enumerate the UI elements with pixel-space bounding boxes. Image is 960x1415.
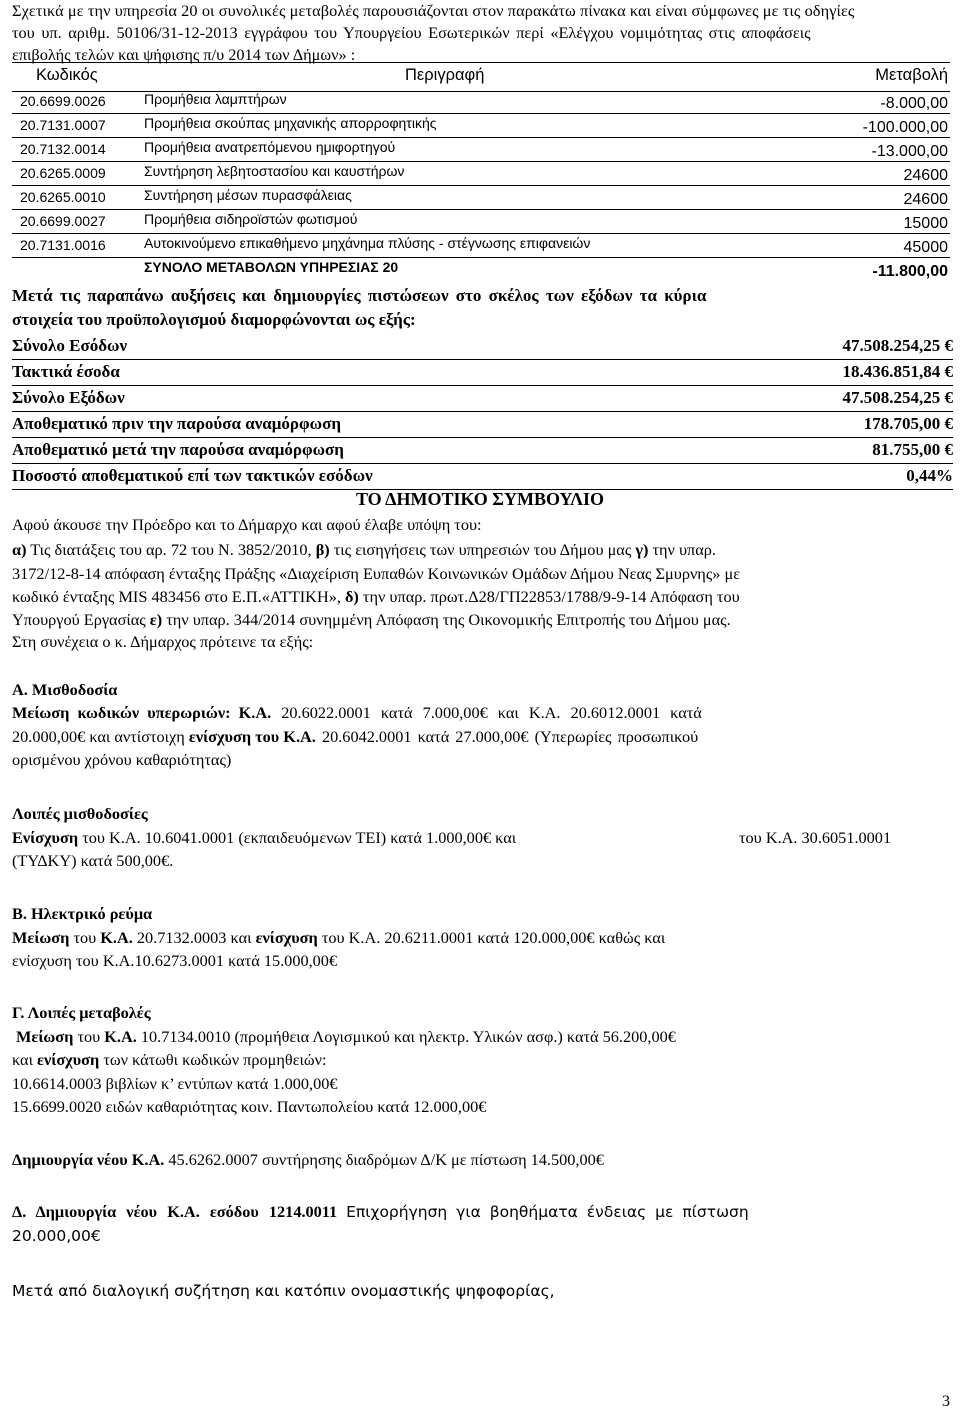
clause-e: ε) [149,610,163,629]
row-description: Συντήρηση λεβητοστασίου και καυστήρων [144,163,405,179]
section-d-line-1 [12,1202,950,1222]
row-amount: -8.000,00 [880,95,948,112]
row-amount: 45000 [903,239,948,256]
body-text: τις εισηγήσεις των υπηρεσιών του Δήμου μας [329,540,636,559]
emphasis: Μείωση [16,1027,74,1046]
section-c-line-5 [12,1150,604,1170]
section-c-line-4: 15.6699.0020 ειδών καθαριότητας κοιν. Παντωπολείου κατά 12.000,00€ [12,1097,487,1116]
section-c-title: Γ. Λοιπές μεταβολές [12,1003,151,1022]
section-a-line-2 [12,727,698,747]
row-code: 20.6699.0026 [20,93,106,109]
body-line-3: 3172/12-8-14 απόφαση ένταξης Πράξης «Διαχείριση Ευπαθών Κοινωνικών Ομάδων Δήμου Νεας Σμυρνης» με [12,564,741,583]
row-code: 20.6699.0027 [20,213,106,229]
summary-value: 47.508.254,25 € [842,336,953,355]
body-text: 20.7132.0003 και [132,928,256,947]
row-amount: -100.000,00 [862,119,948,136]
emphasis: Μείωση [12,928,70,947]
body-line-4 [12,587,740,607]
page-number: 3 [942,1393,950,1410]
section-a-line-5: (ΤΥΔΚΥ) κατά 500,00€. [12,851,174,870]
body-text: την υπαρ. 344/2014 συνημμένη Απόφαση της Οικονομικής Επιτροπής του Δήμου μας. [162,610,731,629]
body-text: 20.6042.0001 κατά 27.000,00€ (Υπερωρίες προσωπικού [315,727,699,746]
body-text: και [12,1050,38,1069]
summary-label: Τακτικά έσοδα [12,362,120,381]
body-text: του [69,928,101,947]
emphasis: Ενίσχυση [12,828,79,847]
section-a-line-4 [12,828,516,848]
table-row [12,90,950,114]
body-text: Υπουργού Εργασίας [12,610,150,629]
summary-value: 81.755,00 € [872,440,953,459]
body-line-6: Στη συνέχεια ο κ. Δήμαρχος πρότεινε τα εξής: [12,632,314,651]
section-a-subtitle: Λοιπές μισθοδοσίες [12,804,148,823]
body-text: 10.7134.0010 (προμήθεια Λογισμικού και ηλεκτρ. Υλικών ασφ.) κατά 56.200,00€ [136,1027,676,1046]
emphasis: Κ.Α. [100,928,133,947]
row-code: 20.7131.0007 [20,117,106,133]
body-text: την υπαρ. [648,540,716,559]
emphasis: Κ.Α. [104,1027,137,1046]
row-description: Προμήθεια λαμπτήρων [144,91,287,107]
section-c-line-1 [16,1027,676,1047]
emphasis: Δ. Δημιουργία νέου Κ.Α. εσόδου 1214.0011 [12,1202,338,1221]
intro-line-1: Σχετικά με την υπηρεσία 20 οι συνολικές μεταβολές παρουσιάζονται στον παρακάτω πίνακα και είναι σύμφωνες με τις οδηγίες [12,1,855,20]
row-amount: -13.000,00 [871,143,948,160]
after-line-2: στοιχεία του προϋπολογισμού διαμορφώνονται ως εξής: [12,310,416,329]
emphasis: Μείωση κωδικών υπερωριών: Κ.Α. [12,703,272,722]
summary-row [12,334,953,360]
body-text: 20.000,00€ και αντίστοιχη [12,727,189,746]
intro-paragraph [12,0,950,66]
intro-line-2: του υπ. αριθμ. 50106/31-12-2013 εγγράφου του Υπουργείου Εσωτερικών περί «Ελέγχου νομιμότητας στις αποφάσεις [12,23,811,42]
summary-row [12,360,953,386]
clause-b: β) [315,540,330,559]
emphasis: ενίσχυση [37,1050,100,1069]
header-change: Μεταβολή [875,66,948,84]
emphasis: ενίσχυση [255,928,318,947]
table-row [12,114,950,138]
body-text: κωδικό ένταξης MIS 483456 στο Ε.Π.«ΑΤΤΙΚΗ», [12,587,345,606]
summary-row [12,438,953,464]
summary-label: Ποσοστό αποθεματικού επί των τακτικών εσόδων [12,466,373,485]
row-description: Προμήθεια σκούπας μηχανικής απορροφητικής [144,115,437,131]
section-a-line-3: ορισμένου χρόνου καθαριότητας) [12,750,232,769]
summary-value: 0,44% [906,466,953,485]
table-header [12,62,950,92]
body-text: 45.6262.0007 συντήρησης διαδρόμων Δ/Κ με πίστωση 14.500,00€ [164,1150,604,1169]
row-description: Αυτοκινούμενο επικαθήμενο μηχάνημα πλύσης - στέγνωσης επιφανειών [144,235,591,251]
intro-line-3: επιβολής τελών και ψήφισης π/υ 2014 των Δήμων» : [12,45,356,64]
summary-row [12,412,953,438]
table-row [12,210,950,234]
body-text: του Κ.Α. 20.6211.0001 κατά 120.000,00€ καθώς και [317,928,666,947]
body-text: Τις διατάξεις του αρ. 72 του Ν. 3852/2010, [26,540,316,559]
body-text: του [73,1027,105,1046]
row-code: 20.7132.0014 [20,141,106,157]
row-amount: 24600 [903,167,948,184]
table-row [12,138,950,162]
section-a-line-1 [12,703,950,723]
section-b-line-1 [12,928,665,948]
row-description: Προμήθεια σιδηροϊστών φωτισμού [144,211,358,227]
summary-value: 178.705,00 € [863,414,953,433]
closing-line: Μετά από διαλογική συζήτηση και κατόπιν ονομαστικής ψηφοφορίας, [12,1282,555,1300]
clause-c: γ) [635,540,649,559]
body-text: του Κ.Α. 10.6041.0001 (εκπαιδευόμενων ΤΕΙ) κατά 1.000,00€ και [78,828,517,847]
total-label: ΣΥΝΟΛΟ ΜΕΤΑΒΟΛΩΝ ΥΠΗΡΕΣΙΑΣ 20 [144,259,399,275]
row-description: Συντήρηση μέσων πυρασφάλειας [144,187,352,203]
body-line-1: Αφού άκουσε την Πρόεδρο και το Δήμαρχο και αφού έλαβε υπόψη του: [12,515,482,534]
table-row [12,162,950,186]
summary-row [12,464,953,490]
row-description: Προμήθεια ανατρεπόμενου ημιφορτηγού [144,139,396,155]
summary-row [12,386,953,412]
body-line-5 [12,610,731,630]
body-line-2 [12,540,716,560]
table-row [12,234,950,258]
after-line-1: Μετά τις παραπάνω αυξήσεις και δημιουργίες πιστώσεων στο σκέλος των εξόδων τα κύρια [12,286,707,305]
clause-d: δ) [344,587,359,606]
header-description: Περιγραφή [405,66,485,84]
summary-value: 47.508.254,25 € [842,388,953,407]
section-d-line-2: 20.000,00€ [12,1227,101,1245]
section-c-line-3: 10.6614.0003 βιβλίων κ’ εντύπων κατά 1.000,00€ [12,1074,338,1093]
body-text: 20.6022.0001 κατά 7.000,00€ και Κ.Α. 20.6012.0001 κατά [271,703,702,722]
row-code: 20.7131.0016 [20,237,106,253]
table-total-row [12,258,950,281]
summary-label: Σύνολο Εσόδων [12,336,128,355]
emphasis: Δημιουργία νέου Κ.Α. [12,1150,165,1169]
emphasis: ενίσχυση του Κ.Α. [188,727,316,746]
council-title: ΤΟ ΔΗΜΟΤΙΚΟ ΣΥΜΒΟΥΛΙΟ [355,489,604,509]
row-amount: 15000 [903,215,948,232]
summary-label: Αποθεματικό πριν την παρούσα αναμόρφωση [12,414,341,433]
summary-label: Αποθεματικό μετά την παρούσα αναμόρφωση [12,440,344,459]
clause-a: α) [12,540,27,559]
body-text: την υπαρ. πρωτ.Δ28/ΓΠ22853/1788/9-9-14 Απόφαση του [358,587,740,606]
summary-value: 18.436.851,84 € [842,362,953,381]
header-code: Κωδικός [36,66,98,84]
row-amount: 24600 [903,191,948,208]
table-row [12,186,950,210]
row-code: 20.6265.0009 [20,165,106,181]
total-amount: -11.800,00 [872,263,948,280]
section-a-title: Α. Μισθοδοσία [12,680,118,699]
body-text: Επιχορήγηση για βοηθήματα ένδειας με πίστωση [337,1203,749,1221]
section-b-line-2: ενίσχυση του Κ.Α.10.6273.0001 κατά 15.000,00€ [12,951,338,970]
row-code: 20.6265.0010 [20,189,106,205]
section-c-line-2 [12,1050,327,1070]
section-a-line-4-end: του Κ.Α. 30.6051.0001 [739,828,892,847]
body-text: των κάτωθι κωδικών προμηθειών: [99,1050,327,1069]
section-b-title: Β. Ηλεκτρικό ρεύμα [12,904,153,923]
summary-label: Σύνολο Εξόδων [12,388,125,407]
